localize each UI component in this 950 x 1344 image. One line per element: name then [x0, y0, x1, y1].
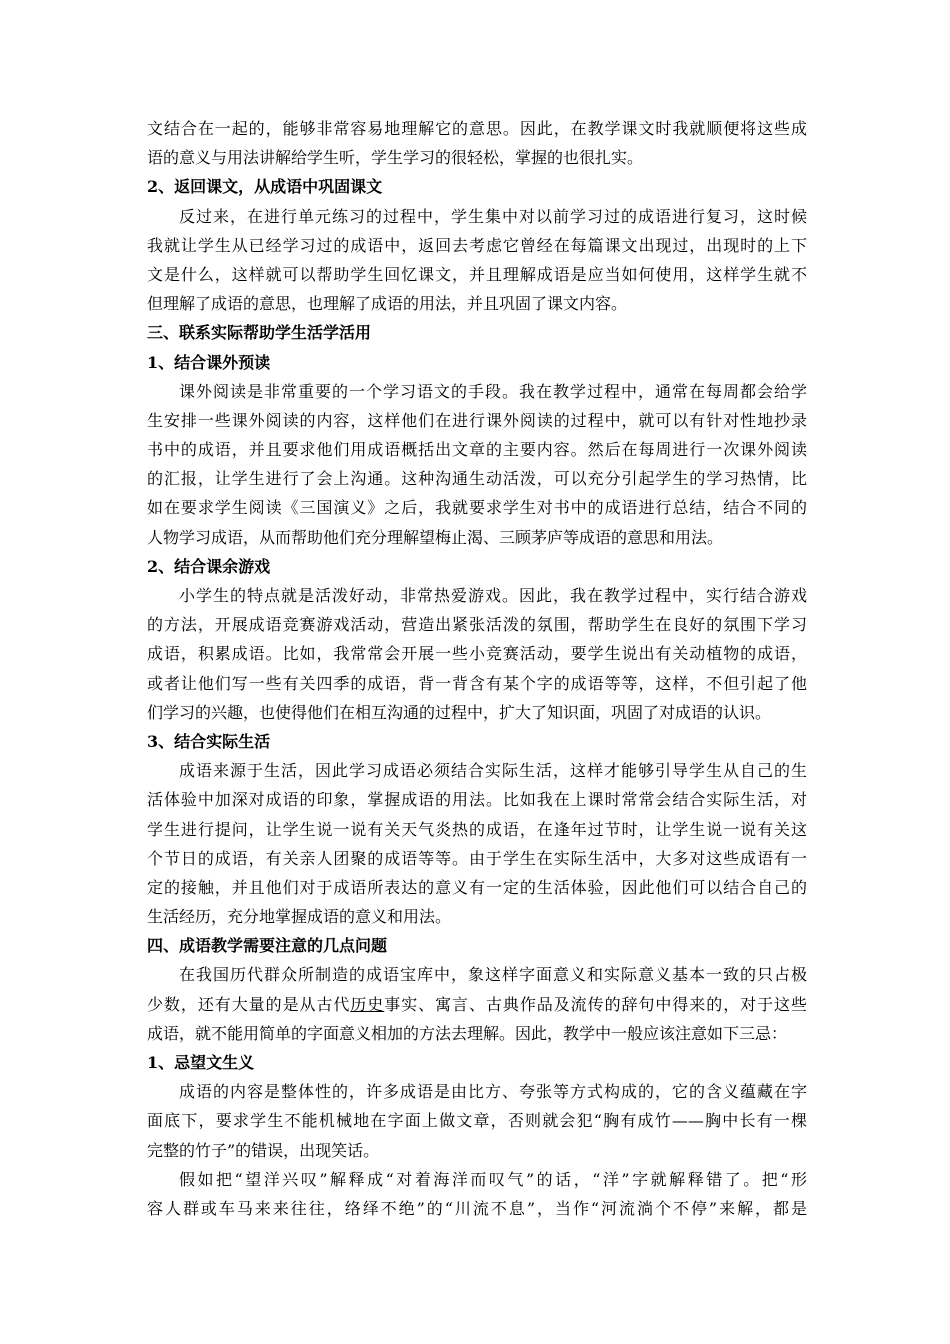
- paragraph-line: 的汇报，让学生进行了会上沟通。这种沟通生动活泼，可以充分引起学生的学习热情，比: [147, 469, 807, 489]
- paragraph-line: 成语，积累成语。比如，我常常会开展一些小竞赛活动，要学生说出有关动植物的成语，: [147, 644, 807, 664]
- paragraph-line: 或者让他们写一些有关四季的成语，背一背含有某个字的成语等等，这样，不但引起了他: [147, 673, 807, 693]
- paragraph-line: 完整的竹子”的错误，出现笑话。: [147, 1140, 380, 1160]
- section-heading: 1、结合课外预读: [147, 352, 271, 372]
- paragraph-line: 人物学习成语，从而帮助他们充分理解望梅止渴、三顾茅庐等成语的意思和用法。: [147, 527, 724, 547]
- paragraph-first-line: 反过来，在进行单元练习的过程中，学生集中对以前学习过的成语进行复习，这时候: [179, 206, 807, 226]
- paragraph-line: 的方法，开展成语竞赛游戏活动，营造出紧张活泼的氛围，帮助学生在良好的氛围下学习: [147, 615, 807, 635]
- document-body: [147, 114, 807, 1223]
- paragraph-first-line: 小学生的特点就是活泼好动，非常热爱游戏。因此，我在教学过程中，实行结合游戏: [179, 586, 807, 605]
- paragraph-line: 个节日的成语，有关亲人团聚的成语等等。由于学生在实际生活中，大多对这些成语有一: [147, 848, 807, 868]
- paragraph-line: 文结合在一起的，能够非常容易地理解它的意思。因此，在教学课文时我就顺便将这些成: [147, 119, 807, 138]
- section-heading: 1、忌望文生义: [147, 1053, 255, 1072]
- paragraph-line: 但理解了成语的意思，也理解了成语的用法，并且巩固了课文内容。: [147, 294, 628, 314]
- paragraph-line: 我就让学生从已经学习过的成语中，返回去考虑它曾经在每篇课文出现过，出现时的上下: [147, 235, 807, 255]
- paragraph-line: 学生进行提问，让学生说一说有关天气炎热的成语，在逢年过节时，让学生说一说有关这: [147, 819, 807, 839]
- paragraph-line: 成语，就不能用简单的字面意义相加的方法去理解。因此，教学中一般应该注意如下三忌：: [147, 1023, 788, 1043]
- section-heading: 四、成语教学需要注意的几点问题: [147, 936, 388, 956]
- paragraph-first-line: 成语的内容是整体性的，许多成语是由比方、夸张等方式构成的，它的含义蕴藏在字: [179, 1082, 807, 1102]
- paragraph-line: 生活经历，充分地掌握成语的意义和用法。: [147, 907, 452, 927]
- paragraph-first-line: 在我国历代群众所制造的成语宝库中，象这样字面意义和实际意义基本一致的只占极: [179, 965, 807, 985]
- paragraph-line: 书中的成语，并且要求他们用成语概括出文章的主要内容。然后在每周进行一次课外阅读: [147, 440, 807, 460]
- paragraph-line: 面底下，要求学生不能机械地在字面上做文章，否则就会犯“胸有成竹——胸中长有一棵: [147, 1111, 807, 1131]
- history-link[interactable]: 历史: [350, 994, 385, 1014]
- paragraph-line: 文是什么，这样就可以帮助学生回忆课文，并且理解成语是应当如何使用，这样学生就不: [147, 264, 807, 284]
- paragraph-line: 语的意义与用法讲解给学生听，学生学习的很轻松，掌握的也很扎实。: [147, 148, 644, 168]
- paragraph-first-line: 课外阅读是非常重要的一个学习语文的手段。我在教学过程中，通常在每周都会给学: [179, 381, 807, 401]
- section-heading: 三、联系实际帮助学生活学活用: [147, 323, 372, 343]
- paragraph-line: 生安排一些课外阅读的内容，这样他们在进行课外阅读的过程中，就可以有针对性地抄录: [147, 410, 807, 430]
- line-text: 事实、寓言、古典作品及流传的辞句中得来的，对于这些: [384, 994, 807, 1014]
- section-heading: 3、结合实际生活: [147, 731, 271, 751]
- paragraph-line: [147, 990, 807, 1019]
- paragraph-line: 容人群或车马来来往往，络绎不绝”的“川流不息”，当作“河流淌个不停”来解，都是: [147, 1198, 807, 1218]
- paragraph-line: 们学习的兴趣，也使得他们在相互沟通的过程中，扩大了知识面，巩固了对成语的认识。: [147, 702, 772, 722]
- paragraph-first-line: 成语来源于生活，因此学习成语必须结合实际生活，这样才能够引导学生从自己的生: [179, 761, 807, 781]
- paragraph-line: 如在要求学生阅读《三国演义》之后，我就要求学生对书中的成语进行总结，结合不同的: [147, 498, 807, 518]
- line-text: 少数，还有大量的是从古代: [147, 994, 351, 1014]
- paragraph-line: 定的接触，并且他们对于成语所表达的意义有一定的生活体验，因此他们可以结合自己的: [147, 877, 807, 897]
- section-heading: 2、返回课文，从成语中巩固课文: [147, 177, 383, 197]
- paragraph-first-line: 假如把“望洋兴叹”解释成“对着海洋而叹气”的话，“洋”字就解释错了。把“形: [179, 1169, 807, 1189]
- paragraph-line: 活体验中加深对成语的印象，掌握成语的用法。比如我在上课时常常会结合实际生活，对: [147, 790, 807, 810]
- section-heading: 2、结合课余游戏: [147, 556, 271, 576]
